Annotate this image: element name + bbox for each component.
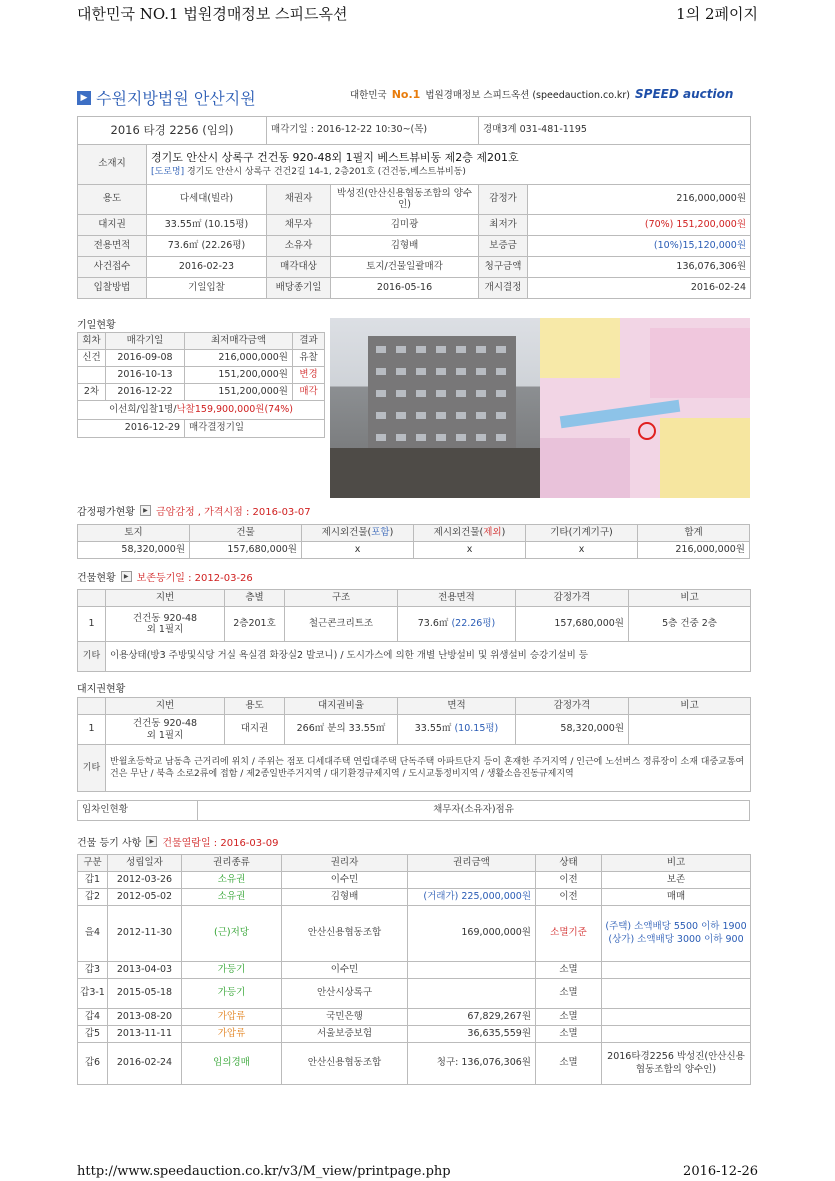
table-header: 비고 xyxy=(629,698,751,715)
table-cell: 매각 xyxy=(293,384,325,401)
table-header: 감정가격 xyxy=(516,698,629,715)
registry-link[interactable]: 건물열람일 : 2016-03-09 xyxy=(162,838,279,849)
table-cell: 개시결정 xyxy=(479,278,528,299)
table-header: 합계 xyxy=(638,525,750,542)
table-row xyxy=(78,872,751,889)
table-cell: 서울보증보험 xyxy=(282,1026,408,1043)
land-etc: 반월초등학교 남동측 근거리에 위치 / 주위는 점포 디세대주택 연립대주택 단독주택 아파트단지 등이 혼재한 주거지역 / 인근에 노선버스 정류장이 소재 대중교통여건은 무난 / 북측 소로2류에 접함 / 제2종일반주거지역 / 대기환경규제지역 / 도시교통정비지역 / 생활소음진동규제지역 xyxy=(106,745,751,792)
location-map[interactable] xyxy=(540,318,750,498)
table-cell: 용도 xyxy=(78,185,147,215)
table-cell: 갑1 xyxy=(78,872,108,889)
land-etc-label: 기타 xyxy=(78,745,106,792)
table-cell: 청구: 136,076,306원 xyxy=(408,1043,536,1085)
table-row xyxy=(78,215,751,236)
table-row xyxy=(78,906,751,962)
page-header xyxy=(77,0,758,26)
address: 경기도 안산시 상록구 건건동 920-48외 1필지 베스트뷰비동 제2층 제201호 xyxy=(151,151,519,164)
location-marker-icon xyxy=(638,422,656,440)
page-header-title: 대한민국 NO.1 법원경매정보 스피드옥션 xyxy=(77,4,348,23)
auction-history-table xyxy=(77,332,324,438)
table-cell: 입찰방법 xyxy=(78,278,147,299)
print-date: 2016-12-26 xyxy=(683,1163,758,1179)
auction-history-title: 기일현황 xyxy=(77,320,116,331)
building-window xyxy=(456,412,466,419)
table-cell: 2016-02-24 xyxy=(108,1043,182,1085)
table-header: 감정가격 xyxy=(516,590,629,607)
building-window xyxy=(436,412,446,419)
table-cell: 매매 xyxy=(602,889,751,906)
building-window xyxy=(416,412,426,419)
building-window xyxy=(396,434,406,441)
table-cell xyxy=(408,872,536,889)
appraisal-table xyxy=(77,524,750,559)
table-row xyxy=(78,962,751,979)
table-cell: 갑5 xyxy=(78,1026,108,1043)
table-cell: 김미광 xyxy=(331,215,479,236)
table-cell: 151,200,000원 xyxy=(185,384,293,401)
table-cell: 이수민 xyxy=(282,872,408,889)
table-row xyxy=(78,1009,751,1026)
table-row xyxy=(78,367,325,384)
table-cell: 대지권 xyxy=(78,215,147,236)
building-window xyxy=(456,346,466,353)
building-window xyxy=(416,434,426,441)
table-header: 권리자 xyxy=(282,855,408,872)
table-row xyxy=(78,1043,751,1085)
building-window xyxy=(496,412,506,419)
table-cell: 2016-09-08 xyxy=(106,350,185,367)
table-cell: 2013-11-11 xyxy=(108,1026,182,1043)
table-cell: 2012-05-02 xyxy=(108,889,182,906)
table-cell: 2016-02-23 xyxy=(147,257,267,278)
building-etc: 이용상태(방3 주방및식당 거실 욕실겸 화장실2 발코니) / 도시가스에 의한 개별 난방설비 및 위생설비 승강기설비 등 xyxy=(106,642,751,672)
table-cell: 감정가 xyxy=(479,185,528,215)
table-cell: 안산신용협동조합 xyxy=(282,906,408,962)
table-header: 상태 xyxy=(536,855,602,872)
table-cell: x xyxy=(526,542,638,559)
table-header: 구조 xyxy=(285,590,398,607)
table-cell: 배당종기일 xyxy=(267,278,331,299)
final-date: 2016-12-29 xyxy=(78,420,185,438)
table-cell: 임의경매 xyxy=(182,1043,282,1085)
table-cell xyxy=(602,1009,751,1026)
building-window xyxy=(496,346,506,353)
table-header: 매각기일 xyxy=(106,333,185,350)
court-title xyxy=(77,86,256,109)
table-cell: 소유권 xyxy=(182,872,282,889)
table-row xyxy=(78,979,751,1009)
table-header: 지번 xyxy=(106,590,225,607)
table-cell: 소멸 xyxy=(536,1009,602,1026)
table-cell: 58,320,000원 xyxy=(78,542,190,559)
table-cell: 을4 xyxy=(78,906,108,962)
building-window xyxy=(436,434,446,441)
table-header: 층별 xyxy=(225,590,285,607)
registry-title: 건물 등기 사항 ▶ 건물열람일 : 2016-03-09 xyxy=(77,834,278,849)
table-row xyxy=(78,185,751,215)
table-cell: 67,829,267원 xyxy=(408,1009,536,1026)
table-header xyxy=(78,590,106,607)
table-cell: 국민은행 xyxy=(282,1009,408,1026)
table-cell: 216,000,000원 xyxy=(638,542,750,559)
table-cell: 채권자 xyxy=(267,185,331,215)
building-window xyxy=(416,368,426,375)
table-row xyxy=(78,1026,751,1043)
table-cell: 보증금 xyxy=(479,236,528,257)
table-cell: 가압류 xyxy=(182,1009,282,1026)
table-header: 권리금액 xyxy=(408,855,536,872)
land-title: 대지권현황 xyxy=(77,684,126,695)
table-cell: 2013-04-03 xyxy=(108,962,182,979)
table-cell: 소멸기준 xyxy=(536,906,602,962)
table-cell: 매각대상 xyxy=(267,257,331,278)
table-header: 최저매각금액 xyxy=(185,333,293,350)
brand-logo: 대한민국 No.1 법원경매정보 스피드옥션 (speedauction.co.kr) SPEED auction xyxy=(350,87,734,101)
table-header: 용도 xyxy=(225,698,285,715)
table-cell: 이수민 xyxy=(282,962,408,979)
address-label: 소재지 xyxy=(78,145,147,185)
building-window xyxy=(396,368,406,375)
table-cell: 김형배 xyxy=(331,236,479,257)
table-cell xyxy=(408,979,536,1009)
table-cell: 216,000,000원 xyxy=(528,185,751,215)
table-cell: 2015-05-18 xyxy=(108,979,182,1009)
registry-table xyxy=(77,854,750,1085)
building-window xyxy=(456,368,466,375)
table-cell: 2016-02-24 xyxy=(528,278,751,299)
table-row xyxy=(78,278,751,299)
table-cell: (10%)15,120,000원 xyxy=(528,236,751,257)
table-cell: 갑4 xyxy=(78,1009,108,1026)
table-header: 제시외건물(제외) xyxy=(414,525,526,542)
road-address-tag[interactable]: [도로명] xyxy=(151,166,185,177)
dept-phone: 경매3계 031-481-1195 xyxy=(479,117,751,145)
building-window xyxy=(496,390,506,397)
table-header: 지번 xyxy=(106,698,225,715)
building-window xyxy=(396,390,406,397)
table-cell: 청구금액 xyxy=(479,257,528,278)
road-address: 경기도 안산시 상록구 건건2길 14-1, 2층201호 (건건동,베스트뷰비동) xyxy=(186,166,466,177)
building-window xyxy=(436,390,446,397)
table-cell: 안산시상록구 xyxy=(282,979,408,1009)
table-cell: (근)저당 xyxy=(182,906,282,962)
page-url: http://www.speedauction.co.kr/v3/M_view/printpage.php xyxy=(77,1163,451,1179)
table-header: 건물 xyxy=(190,525,302,542)
table-header: 기타(기계기구) xyxy=(526,525,638,542)
building-etc-label: 기타 xyxy=(78,642,106,672)
table-row xyxy=(78,889,751,906)
speed-auction-logo: SPEED auction xyxy=(635,87,734,101)
table-cell: 갑6 xyxy=(78,1043,108,1085)
page-footer xyxy=(77,1160,758,1181)
table-cell xyxy=(408,962,536,979)
table-header: 토지 xyxy=(78,525,190,542)
table-cell: 36,635,559원 xyxy=(408,1026,536,1043)
table-cell: 유찰 xyxy=(293,350,325,367)
table-cell: 33.55㎡ (10.15평) xyxy=(147,215,267,236)
table-cell: 가등기 xyxy=(182,962,282,979)
table-cell: 기일입찰 xyxy=(147,278,267,299)
building-window xyxy=(396,346,406,353)
court-name: 수원지방법원 안산지원 xyxy=(96,89,256,108)
table-header: 전용면적 xyxy=(398,590,516,607)
table-cell xyxy=(602,1026,751,1043)
table-cell: 신건 xyxy=(78,350,106,367)
table-cell: 가등기 xyxy=(182,979,282,1009)
table-cell: 151,200,000원 xyxy=(185,367,293,384)
building-window xyxy=(476,368,486,375)
building-window xyxy=(476,434,486,441)
table-cell: 다세대(빌라) xyxy=(147,185,267,215)
table-cell: 사건접수 xyxy=(78,257,147,278)
table-cell: 전용면적 xyxy=(78,236,147,257)
property-photo[interactable] xyxy=(330,318,540,498)
final-label: 매각결정기일 xyxy=(185,420,325,438)
tenant-label: 임차인현황 xyxy=(78,801,198,821)
building-window xyxy=(376,346,386,353)
sale-date: 매각기일 : 2016-12-22 10:30~(목) xyxy=(267,117,479,145)
table-cell: 변경 xyxy=(293,367,325,384)
table-header: 면적 xyxy=(398,698,516,715)
land-table: 지번 용도 대지권비율 면적 감정가격 비고 1 건건동 920-48 외 1필지 대지권 266㎡ 분의 33.55㎡ 33.55㎡ (10.15평) 58,320,000원 기타 반월초등학교 남동측 근거리에 위치 / 주위는 점포 디세대주택 연립대주택 단독주택 아파트단지 등이 혼재한 주거지역 / 인근에 노선버스 정류장이 소재 대중교통여건은 무난 / 북측 소로2류에 접함 / 제2종일반주거지역 / 대기환경규제지역 / 도시교통정비지역 / 생활소음진동규제지역 xyxy=(77,697,750,792)
table-cell: 갑2 xyxy=(78,889,108,906)
table-cell: 이전 xyxy=(536,872,602,889)
building-window xyxy=(376,434,386,441)
table-cell: x xyxy=(302,542,414,559)
building-window xyxy=(476,390,486,397)
table-cell: 2016-05-16 xyxy=(331,278,479,299)
registry-link-icon[interactable]: ▶ xyxy=(146,836,157,847)
building-link-icon[interactable]: ▶ xyxy=(121,571,132,582)
tenant-table xyxy=(77,800,750,821)
building-title: 건물현황 ▶ 보존등기일 : 2012-03-26 xyxy=(77,569,253,584)
table-cell: 안산신용협동조합 xyxy=(282,1043,408,1085)
table-cell: 가압류 xyxy=(182,1026,282,1043)
table-cell: 157,680,000원 xyxy=(190,542,302,559)
building-table: 지번 층별 구조 전용면적 감정가격 비고 1 건건동 920-48 외 1필지 2층201호 철근콘크리트조 73.6㎡ (22.26평) 157,680,000원 5층 건중 2층 기타 이용상태(방3 주방및식당 거실 욕실겸 화장실2 발코니) / 도시가스에 의한 개별 난방설비 및 위생설비 승강기설비 등 xyxy=(77,589,750,672)
table-cell: (주택) 소액배당 5500 이하 1900 (상가) 소액배당 3000 이하 900 xyxy=(602,906,751,962)
building-window xyxy=(456,390,466,397)
table-row xyxy=(78,236,751,257)
building-window xyxy=(436,368,446,375)
court-arrow-icon: ▶ xyxy=(77,91,91,105)
table-cell: 보존 xyxy=(602,872,751,889)
table-cell: 2012-03-26 xyxy=(108,872,182,889)
appraisal-title: 감정평가현황 ▶ 금암감정 , 가격시점 : 2016-03-07 xyxy=(77,503,311,518)
page-number: 1의 2페이지 xyxy=(676,4,758,23)
table-cell: x xyxy=(414,542,526,559)
table-row xyxy=(78,384,325,401)
table-cell: 136,076,306원 xyxy=(528,257,751,278)
table-header: 대지권비율 xyxy=(285,698,398,715)
table-header: 회차 xyxy=(78,333,106,350)
tenant-value: 채무자(소유자)점유 xyxy=(198,801,750,821)
appraisal-link[interactable]: 금암감정 , 가격시점 : 2016-03-07 xyxy=(155,507,311,518)
case-info-table xyxy=(77,116,750,299)
table-cell: 채무자 xyxy=(267,215,331,236)
table-row xyxy=(78,257,751,278)
table-header: 성립일자 xyxy=(108,855,182,872)
table-cell: 2016-12-22 xyxy=(106,384,185,401)
table-cell: 2016타경2256 박성진(안산신용협동조합의 양수인) xyxy=(602,1043,751,1085)
building-window xyxy=(416,346,426,353)
table-cell: 소유권 xyxy=(182,889,282,906)
case-number: 2016 타경 2256 (임의) xyxy=(78,117,267,145)
table-header xyxy=(78,698,106,715)
building-window xyxy=(476,346,486,353)
table-header: 제시외건물(포함) xyxy=(302,525,414,542)
building-window xyxy=(376,390,386,397)
building-window xyxy=(436,346,446,353)
building-window xyxy=(376,368,386,375)
table-header: 구분 xyxy=(78,855,108,872)
building-window xyxy=(376,412,386,419)
table-header: 비고 xyxy=(602,855,751,872)
table-row xyxy=(78,350,325,367)
appraisal-link-icon[interactable]: ▶ xyxy=(140,505,151,516)
building-window xyxy=(416,390,426,397)
table-cell: 소멸 xyxy=(536,1026,602,1043)
table-header: 권리종류 xyxy=(182,855,282,872)
table-cell: 박성진(안산신용협동조합의 양수인) xyxy=(331,185,479,215)
building-window xyxy=(496,434,506,441)
table-header: 비고 xyxy=(629,590,751,607)
table-cell: (거래가) 225,000,000원 xyxy=(408,889,536,906)
table-cell: 토지/건물일괄매각 xyxy=(331,257,479,278)
table-cell: 소멸 xyxy=(536,962,602,979)
table-cell xyxy=(602,979,751,1009)
table-cell: 갑3 xyxy=(78,962,108,979)
table-cell: 김형배 xyxy=(282,889,408,906)
table-cell: 갑3-1 xyxy=(78,979,108,1009)
table-cell: 소멸 xyxy=(536,979,602,1009)
table-cell: 2012-11-30 xyxy=(108,906,182,962)
table-cell: 2016-10-13 xyxy=(106,367,185,384)
table-cell: 216,000,000원 xyxy=(185,350,293,367)
table-cell xyxy=(602,962,751,979)
building-window xyxy=(456,434,466,441)
table-cell: 2차 xyxy=(78,384,106,401)
table-cell: 소멸 xyxy=(536,1043,602,1085)
table-cell: (70%) 151,200,000원 xyxy=(528,215,751,236)
table-header: 결과 xyxy=(293,333,325,350)
table-cell: 73.6㎡ (22.26평) xyxy=(147,236,267,257)
table-cell: 이전 xyxy=(536,889,602,906)
table-cell: 최저가 xyxy=(479,215,528,236)
building-link[interactable]: 보존등기일 : 2012-03-26 xyxy=(136,573,253,584)
winner-info: 이선희/입찰1명/낙찰159,900,000원(74%) xyxy=(78,401,325,420)
table-cell: 소유자 xyxy=(267,236,331,257)
table-cell xyxy=(78,367,106,384)
table-cell: 2013-08-20 xyxy=(108,1009,182,1026)
table-cell: 169,000,000원 xyxy=(408,906,536,962)
building-window xyxy=(496,368,506,375)
building-window xyxy=(396,412,406,419)
building-window xyxy=(476,412,486,419)
